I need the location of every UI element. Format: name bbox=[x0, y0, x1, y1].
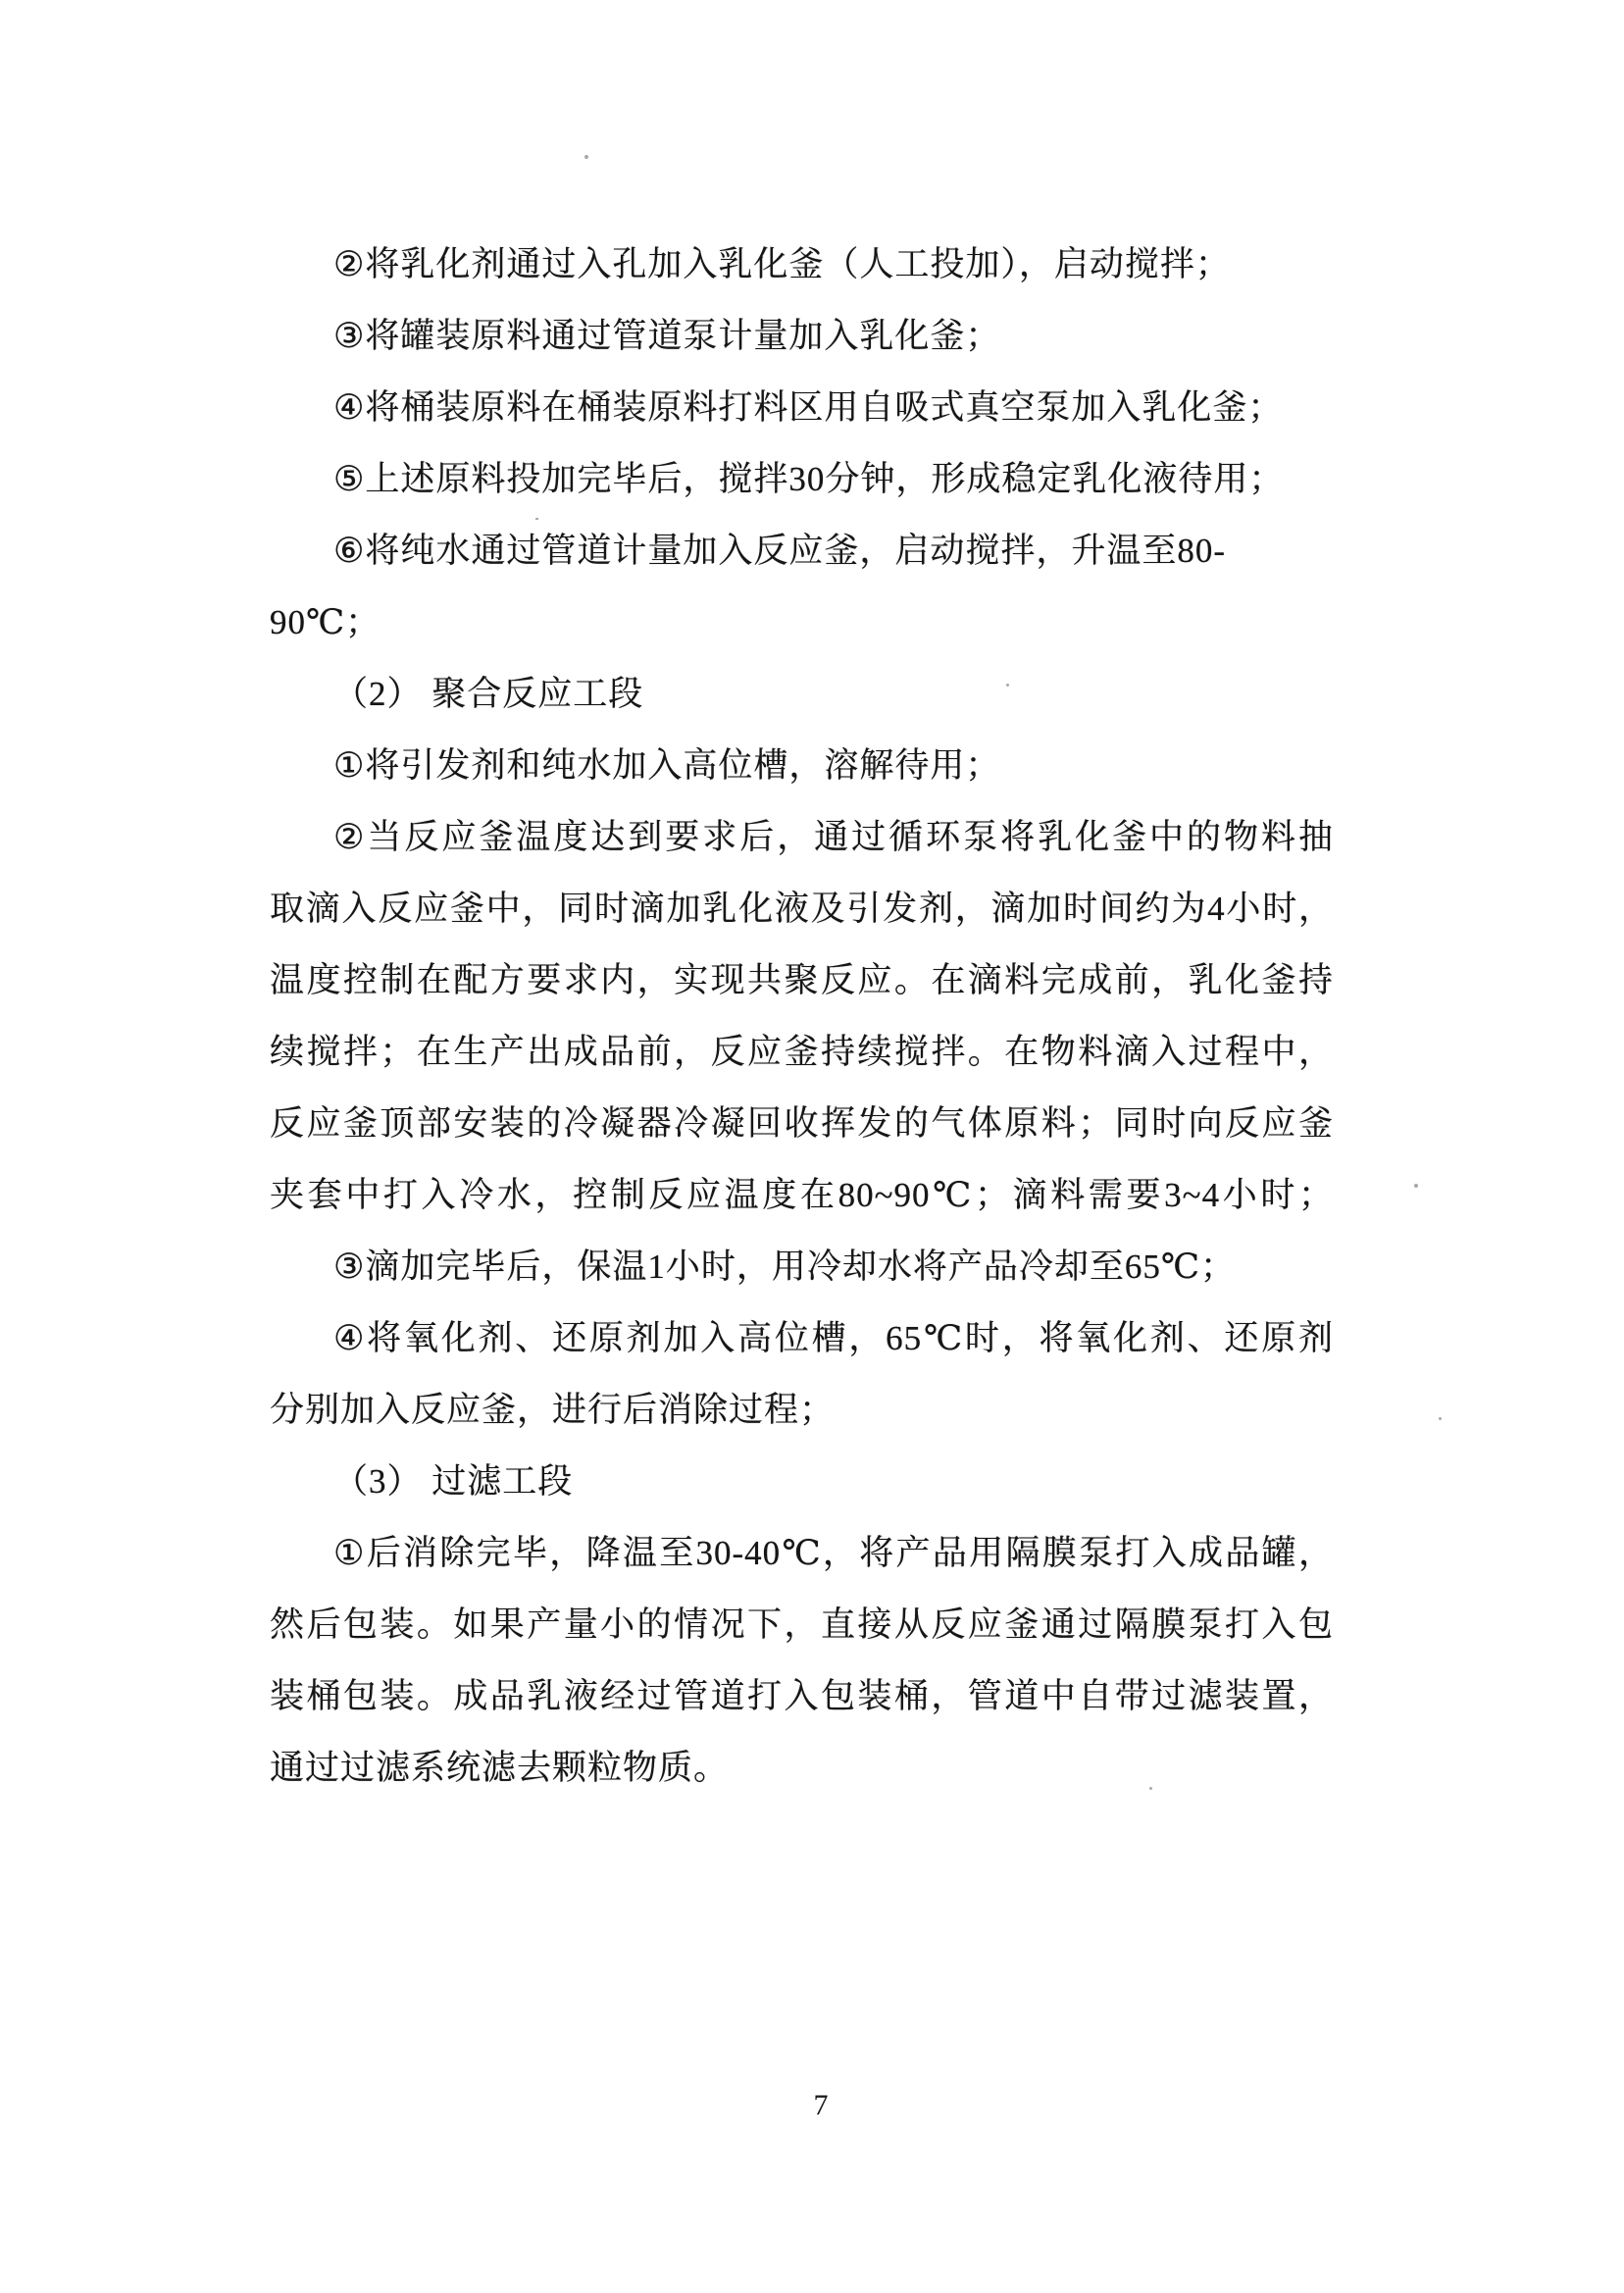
text-line: ⑤上述原料投加完毕后，搅拌30分钟，形成稳定乳化液待用； bbox=[333, 460, 1285, 498]
text-line: 然后包装。如果产量小的情况下，直接从反应釜通过隔膜泵打入包 bbox=[270, 1605, 1334, 1644]
text-line: 90℃； bbox=[270, 603, 381, 641]
text-line: 取滴入反应釜中，同时滴加乳化液及引发剂，滴加时间约为4小时， bbox=[270, 890, 1334, 928]
scan-speck bbox=[584, 155, 588, 159]
scan-speck bbox=[535, 518, 538, 520]
text-line: 通过过滤系统滤去颗粒物质。 bbox=[270, 1749, 730, 1787]
page-number: 7 bbox=[813, 2089, 829, 2121]
scan-speck bbox=[1149, 1787, 1152, 1790]
text-line: ⑥将纯水通过管道计量加入反应釜，启动搅拌，升温至80- bbox=[333, 532, 1227, 570]
scan-speck bbox=[1439, 1417, 1442, 1420]
text-line: 温度控制在配方要求内，实现共聚反应。在滴料完成前，乳化釜持 bbox=[270, 961, 1334, 999]
text-line: （2） 聚合反应工段 bbox=[333, 675, 644, 713]
text-line: 分别加入反应釜，进行后消除过程； bbox=[270, 1391, 836, 1429]
scan-speck bbox=[1414, 1184, 1418, 1188]
text-line: 装桶包装。成品乳液经过管道打入包装桶，管道中自带过滤装置， bbox=[270, 1677, 1334, 1715]
text-line: ④将桶装原料在桶装原料打料区用自吸式真空泵加入乳化釜； bbox=[333, 388, 1284, 427]
scan-speck bbox=[1006, 684, 1009, 687]
text-line: 反应釜顶部安装的冷凝器冷凝回收挥发的气体原料；同时向反应釜 bbox=[270, 1104, 1334, 1143]
text-line: 续搅拌；在生产出成品前，反应釜持续搅拌。在物料滴入过程中， bbox=[270, 1033, 1334, 1071]
text-block bbox=[270, 229, 1334, 1804]
text-line: 夹套中打入冷水，控制反应温度在80~90℃；滴料需要3~4小时； bbox=[270, 1176, 1334, 1214]
text-line: ②当反应釜温度达到要求后，通过循环泵将乳化釜中的物料抽 bbox=[333, 818, 1334, 856]
text-line: ④将氧化剂、还原剂加入高位槽，65℃时，将氧化剂、还原剂 bbox=[333, 1319, 1334, 1357]
text-line: ①后消除完毕，降温至30-40℃，将产品用隔膜泵打入成品罐， bbox=[333, 1534, 1334, 1572]
text-line: ③滴加完毕后，保温1小时，用冷却水将产品冷却至65℃； bbox=[333, 1248, 1237, 1286]
text-line: （3） 过滤工段 bbox=[333, 1462, 574, 1501]
text-line: ②将乳化剂通过入孔加入乳化釜（人工投加），启动搅拌； bbox=[333, 245, 1231, 283]
text-line: ③将罐装原料通过管道泵计量加入乳化釜； bbox=[333, 317, 1001, 355]
text-line: ①将引发剂和纯水加入高位槽，溶解待用； bbox=[333, 746, 1001, 785]
